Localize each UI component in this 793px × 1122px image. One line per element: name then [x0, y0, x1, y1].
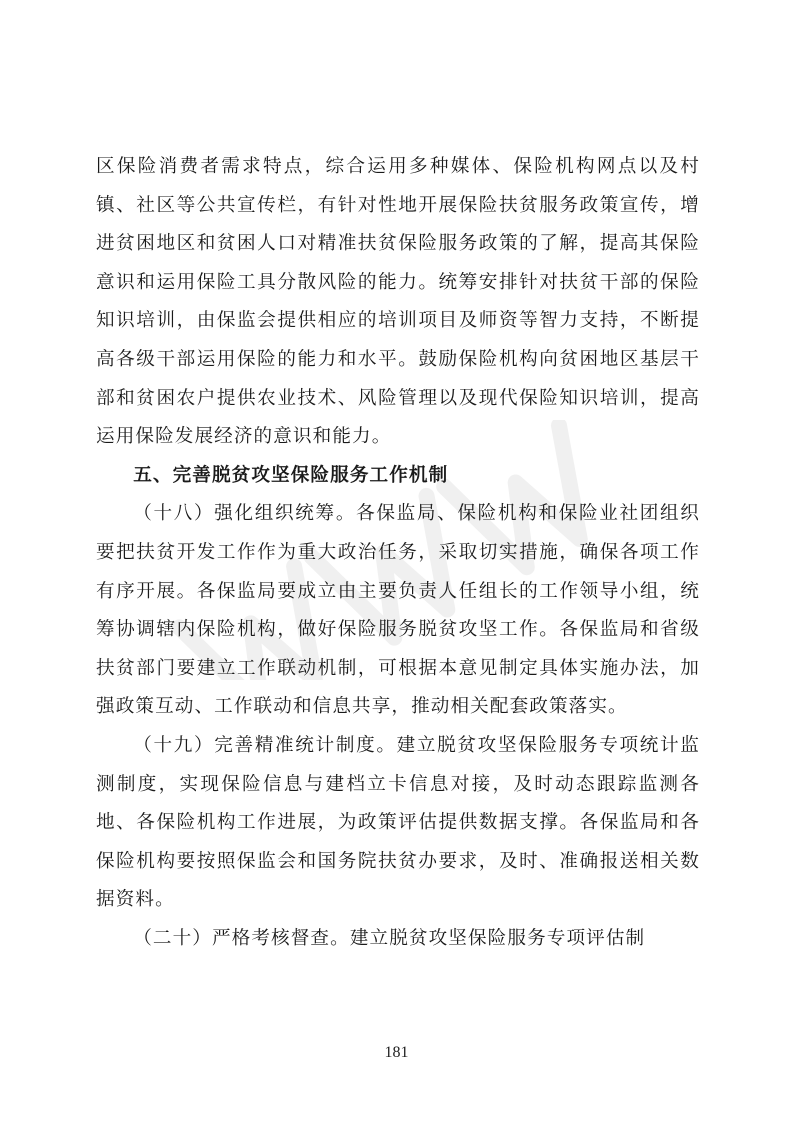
section-heading: 五、完善脱贫攻坚保险服务工作机制	[133, 464, 449, 486]
paragraph-item-18: （十八）强化组织统筹。各保监局、保险机构和保险业社团组织要把扶贫开发工作作为重大政治任务，采取切实措施，确保各项工作有序开展。各保监局要成立由主要负责人任组长的工作领导小组，统筹协调辖内保险机构，做好保险服务脱贫攻坚工作。各保监局和省级扶贫部门要建立工作联动机制，可根据本意见制定具体实施办法，加强政策互动、工作联动和信息共享，推动相关配套政策落实。	[96, 503, 700, 718]
paragraph-item-19: （十九）完善精准统计制度。建立脱贫攻坚保险服务专项统计监测制度，实现保险信息与建档立卡信息对接，及时动态跟踪监测各地、各保险机构工作进展，为政策评估提供数据支撑。各保监局和各保险机构要按照保监会和国务院扶贫办要求，及时、准确报送相关数据资料。	[96, 734, 700, 911]
document-body	[96, 148, 700, 958]
paragraph-continuation: 区保险消费者需求特点，综合运用多种媒体、保险机构网点以及村镇、社区等公共宣传栏，有针对性地开展保险扶贫服务政策宣传，增进贫困地区和贫困人口对精准扶贫保险服务政策的了解，提高其保险意识和运用保险工具分散风险的能力。统筹安排针对扶贫干部的保险知识培训，由保监会提供相应的培训项目及师资等智力支持，不断提高各级干部运用保险的能力和水平。鼓励保险机构向贫困地区基层干部和贫困农户提供农业技术、风险管理以及现代保险知识培训，提高运用保险发展经济的意识和能力。	[96, 156, 700, 448]
page-number: 181	[384, 1044, 409, 1061]
paragraph-item-20: （二十）严格考核督查。建立脱贫攻坚保险服务专项评估制	[133, 927, 646, 949]
